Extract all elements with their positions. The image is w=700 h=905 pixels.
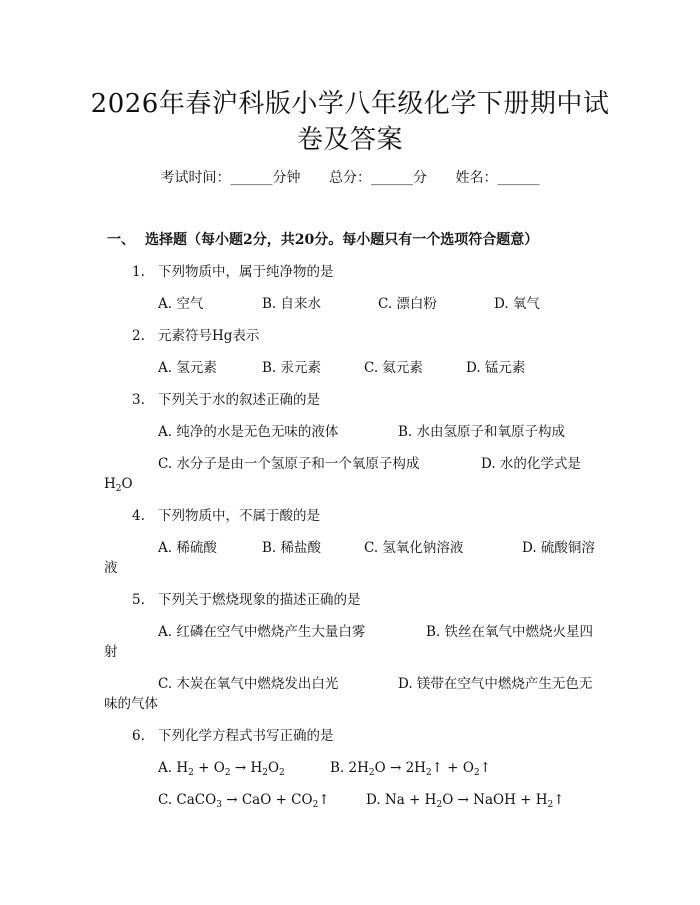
- question-3: [132, 390, 320, 410]
- q5-option-c: C. 木炭在氧气中燃烧发出白光: [158, 676, 339, 692]
- q6-option-d: D. $Na + H_2O$ → NaOH + $H_2↑$: [366, 792, 565, 810]
- question-stem: 下列物质中，属于纯净物的是: [158, 264, 334, 280]
- student-name-field: 姓名：______: [455, 170, 540, 186]
- q4-option-a: A. 稀硫酸: [158, 540, 217, 556]
- question-stem: 下列关于燃烧现象的描述正确的是: [158, 592, 361, 608]
- q6-option-c: C. CaCO$_3$ → CaO + $CO_2↑$: [158, 792, 330, 810]
- q4-option-d-wrap: 液: [104, 560, 118, 576]
- question-stem: 下列关于水的叙述正确的是: [158, 392, 320, 408]
- q2-option-a: A. 氢元素: [158, 360, 217, 376]
- q5-option-b: B. 铁丝在氧气中燃烧火星四: [426, 624, 594, 640]
- section-heading: [107, 230, 538, 250]
- question-number: 5.: [132, 592, 145, 608]
- q3-option-c: C. 水分子是由一个氢原子和一个氧原子构成: [158, 456, 420, 472]
- exam-info: [0, 168, 700, 188]
- question-stem: 下列化学方程式书写正确的是: [158, 728, 334, 744]
- question-4: [132, 506, 320, 526]
- question-number: 3.: [132, 392, 145, 408]
- question-stem: 元素符号Hg表示: [158, 328, 260, 344]
- exam-time-field: 考试时间：______分钟: [160, 170, 301, 186]
- q3-option-a: A. 纯净的水是无色无味的液体: [158, 424, 339, 440]
- q2-option-b: B. 汞元素: [262, 360, 322, 376]
- q5-option-d: D. 镁带在空气中燃烧产生无色无: [398, 676, 593, 692]
- question-2: [132, 326, 259, 346]
- total-score-field: 总分：______分: [329, 170, 427, 186]
- q6-option-b: B. $2H_2O$ → $2H_2↑$ + $O_2↑$: [330, 760, 491, 778]
- section-title: 选择题（每小题2分，共20分。每小题只有一个选项符合题意）: [145, 232, 539, 248]
- question-number: 1.: [132, 264, 145, 280]
- question-5: [132, 590, 361, 610]
- q1-option-b: B. 自来水: [262, 296, 322, 312]
- q5-option-a: A. 红磷在空气中燃烧产生大量白雾: [158, 624, 366, 640]
- q2-option-c: C. 氦元素: [364, 360, 423, 376]
- q6-option-a: A. $H_2 + O_2 \to H_2O_2$: [158, 760, 285, 778]
- exam-title-line2: 卷及答案: [296, 125, 403, 155]
- q3-option-b: B. 水由氢原子和氧原子构成: [398, 424, 566, 440]
- q5-option-b-wrap: 射: [104, 644, 118, 660]
- question-1: [132, 262, 334, 282]
- q4-option-d: D. 硫酸铜溶: [522, 540, 595, 556]
- question-number: 6.: [132, 728, 145, 744]
- q1-option-c: C. 漂白粉: [378, 296, 437, 312]
- section-number: 一、: [107, 232, 135, 248]
- q5-option-d-wrap: 味的气体: [104, 696, 158, 712]
- q3-option-d: D. 水的化学式是: [481, 456, 581, 472]
- question-number: 2.: [132, 328, 145, 344]
- q2-option-d: D. 锰元素: [466, 360, 526, 376]
- question-stem: 下列物质中，不属于酸的是: [158, 508, 320, 524]
- q1-option-d: D. 氧气: [494, 296, 540, 312]
- question-6: [132, 726, 334, 746]
- question-number: 4.: [132, 508, 145, 524]
- q4-option-c: C. 氢氧化钠溶液: [364, 540, 464, 556]
- q1-option-a: A. 空气: [158, 296, 204, 312]
- q4-option-b: B. 稀盐酸: [262, 540, 322, 556]
- exam-title-line1: 2026年春沪科版小学八年级化学下册期中试: [90, 89, 610, 119]
- q3-option-d-wrap: $H_2O$: [104, 476, 133, 494]
